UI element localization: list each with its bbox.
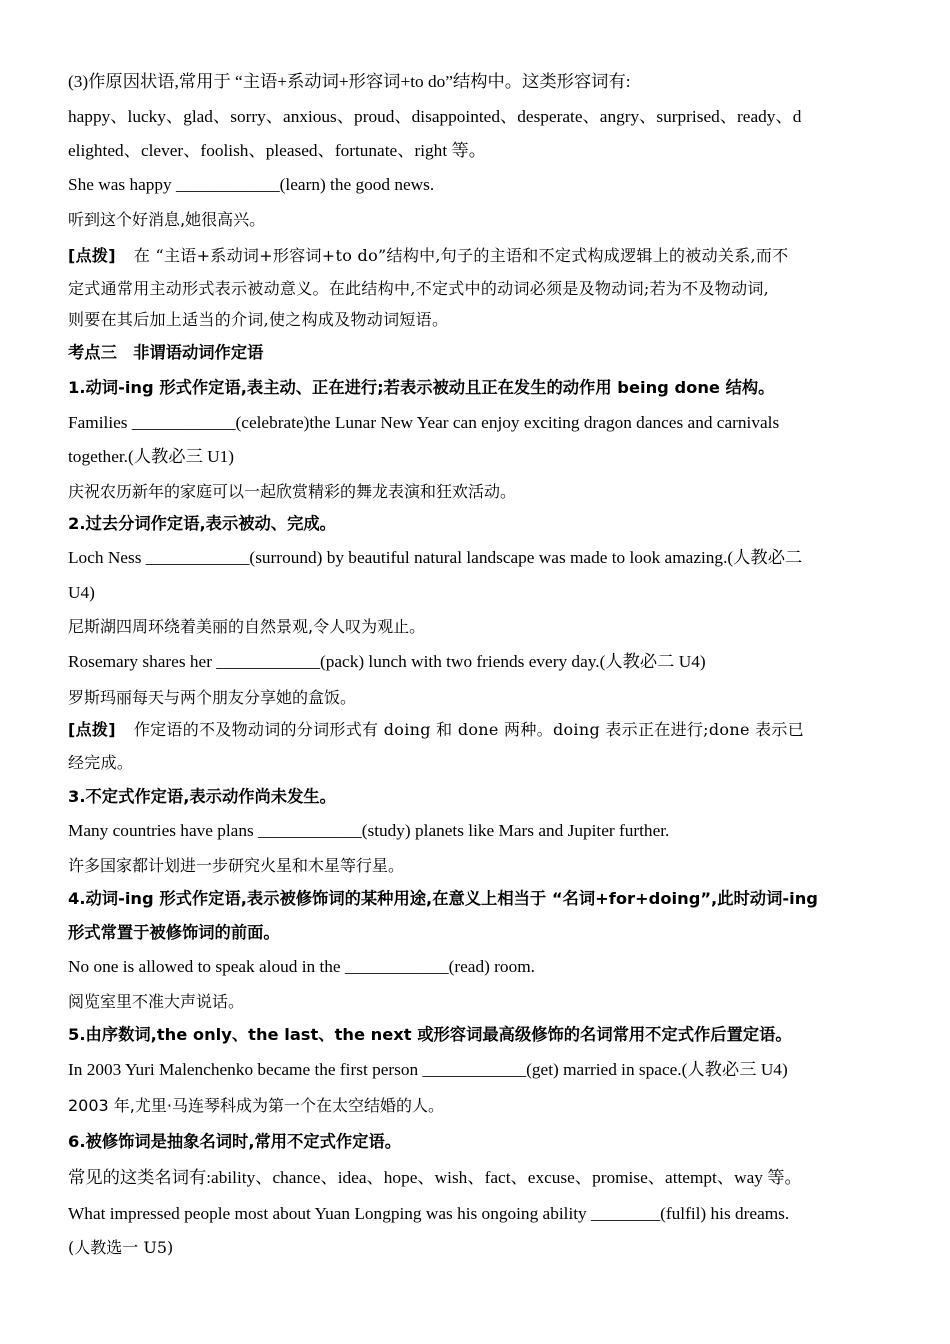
rule-heading: 4.动词-ing 形式作定语,表示被修饰词的某种用途,在意义上相当于 “名词+for+doing”,此时动词-ing <box>68 889 818 908</box>
exercise-sentence: She was happy ____________(learn) the good news. <box>68 175 435 194</box>
exercise-source: (人教选一 U5) <box>68 1238 174 1257</box>
translation: 尼斯湖四周环绕着美丽的自然景观,令人叹为观止。 <box>68 617 426 636</box>
tip-label: [点拨] <box>68 720 116 739</box>
translation: 罗斯玛丽每天与两个朋友分享她的盒饭。 <box>68 688 357 707</box>
rule-heading: 1.动词-ing 形式作定语,表主动、正在进行;若表示被动且正在发生的动作用 being done 结构。 <box>68 378 775 397</box>
translation: 许多国家都计划进一步研究火星和木星等行星。 <box>68 856 405 875</box>
translation: 庆祝农历新年的家庭可以一起欣赏精彩的舞龙表演和狂欢活动。 <box>68 482 517 501</box>
translation: 听到这个好消息,她很高兴。 <box>68 210 266 229</box>
exercise-sentence: What impressed people most about Yuan Longping was his ongoing ability ________(fulfil) his dreams. <box>68 1204 790 1223</box>
rule-heading-cont: 形式常置于被修饰词的前面。 <box>68 923 280 942</box>
section-heading: 考点三 非谓语动词作定语 <box>68 343 264 362</box>
tip-note-line: 则要在其后加上适当的介词,使之构成及物动词短语。 <box>68 310 449 329</box>
text-line: (3)作原因状语,常用于 “主语+系动词+形容词+to do”结构中。这类形容词有: <box>68 72 631 91</box>
tip-label: [点拨] <box>68 246 116 265</box>
tip-note-line: 经完成。 <box>68 753 134 772</box>
exercise-sentence-cont: together.(人教必三 U1) <box>68 447 235 466</box>
text-line: happy、lucky、glad、sorry、anxious、proud、disappointed、desperate、angry、surprised、ready、d <box>68 107 802 126</box>
translation: 阅览室里不准大声说话。 <box>68 992 245 1011</box>
exercise-sentence: No one is allowed to speak aloud in the ____________(read) room. <box>68 957 535 976</box>
exercise-sentence: Rosemary shares her ____________(pack) lunch with two friends every day.(人教必二 U4) <box>68 652 706 671</box>
exercise-sentence: Many countries have plans ____________(study) planets like Mars and Jupiter further. <box>68 821 670 840</box>
text-line: elighted、clever、foolish、pleased、fortunate、right 等。 <box>68 141 486 160</box>
rule-heading: 5.由序数词,the only、the last、the next 或形容词最高级修饰的名词常用不定式作后置定语。 <box>68 1025 792 1044</box>
exercise-sentence: Loch Ness ____________(surround) by beautiful natural landscape was made to look amazing.(人教必二 <box>68 548 803 567</box>
translation: 2003 年,尤里·马连琴科成为第一个在太空结婚的人。 <box>68 1096 444 1115</box>
text-line: 常见的这类名词有:ability、chance、idea、hope、wish、fact、excuse、promise、attempt、way 等。 <box>68 1168 802 1187</box>
rule-heading: 3.不定式作定语,表示动作尚未发生。 <box>68 787 336 806</box>
tip-note: [点拨] 在 “主语+系动词+形容词+to do”结构中,句子的主语和不定式构成逻辑上的被动关系,而不 <box>68 246 789 265</box>
exercise-sentence-cont: U4) <box>68 583 95 602</box>
exercise-sentence: In 2003 Yuri Malenchenko became the first person ____________(get) married in space.(人教必三 U4) <box>68 1060 788 1079</box>
exercise-sentence: Families ____________(celebrate)the Lunar New Year can enjoy exciting dragon dances and carnivals <box>68 413 780 432</box>
tip-note: [点拨] 作定语的不及物动词的分词形式有 doing 和 done 两种。doing 表示正在进行;done 表示已 <box>68 720 805 739</box>
rule-heading: 2.过去分词作定语,表示被动、完成。 <box>68 514 336 533</box>
rule-heading: 6.被修饰词是抽象名词时,常用不定式作定语。 <box>68 1132 402 1151</box>
tip-note-line: 定式通常用主动形式表示被动意义。在此结构中,不定式中的动词必须是及物动词;若为不及物动词, <box>68 279 770 298</box>
